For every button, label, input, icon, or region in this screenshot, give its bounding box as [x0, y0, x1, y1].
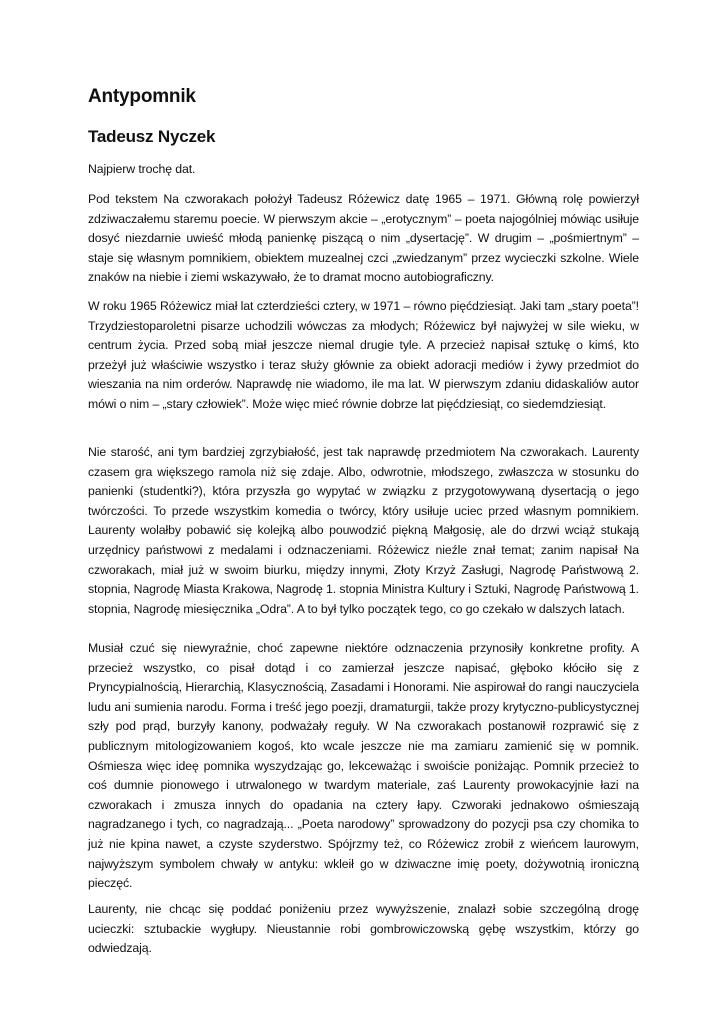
paragraph: W roku 1965 Różewicz miał lat czterdzieści cztery, w 1971 – równo pięćdziesiąt. Jaki tam „stary poeta”! Trzydziestoparoletni pisarze uchodzili wówczas za młodych; Różewicz był najwyżej w sile wieku, w centrum życia. Przed sobą miał jeszcze niemal drugie tyle. A przecież napisał sztukę o kimś, kto przeżył już właściwie wszystko i teraz służy głównie za obiekt adoracji mediów i żywy przedmiot do wieszania na nim orderów. Naprawdę nie wiadomo, ile ma lat. W pierwszym zdaniu didaskaliów autor mówi o nim – „stary człowiek”. Może więc mieć równie dobrze lat pięćdziesiąt, co siedemdziesiąt. [88, 299, 639, 411]
paragraph: Najpierw trochę dat. [88, 162, 196, 176]
document-author: Tadeusz Nyczek [88, 127, 216, 146]
paragraph: Musiał czuć się niewyraźnie, choć zapewne niektóre odznaczenia przynosiły konkretne profity. A przecież wszystko, co pisał dotąd i co zamierzał jeszcze napisać, głęboko kłóciło się z Pryncypialnością, Hierarchią, Klasycznością, Zasadami i Honorami. Nie aspirował do rangi nauczyciela ludu ani sumienia narodu. Forma i treść jego poezji, dramaturgii, także prozy krytyczno-publicystycznej szły pod prąd, burzyły kanony, podważały reguły. W Na czworakach postanowił rozprawić się z publicznym mitologizowaniem kogoś, kto wcale jeszcze nie ma zamiaru zamienić się w pomnik. Ośmiesza więc ideę pomnika wyszydzając go, lekceważąc i swoiście poniżając. Pomnik przecież to coś dumnie pionowego i utrwalonego w twardym materiale, zaś Laurenty prowokacyjnie łazi na czworakach i zmusza innych do opadania na cztery łapy. Czworaki jednakowo ośmieszają nagradzanego i tych, co nagradzają... „Poeta narodowy” sprowadzony do pozycji psa czy chomika to już nie kpina nawet, a czyste szyderstwo. Spójrzmy też, co Różewicz zrobił z wieńcem laurowym, najwyższym symbolem chwały w antyku: wkleił go w dziwaczne imię poety, dożywotnią ironiczną pieczęć. [88, 641, 639, 891]
paragraph: Nie starość, ani tym bardziej zgrzybiałość, jest tak naprawdę przedmiotem Na czworakach. Laurenty czasem gra większego ramola niż się zdaje. Albo, odwrotnie, młodszego, zwłaszcza w stosunku do panienki (studentki?), która przyszła go wypytać w związku z przygotowywaną dysertacją o jego twórczości. To przede wszystkim komedia o twórcy, który usiłuje uciec przed własnym pomnikiem. Laurenty wolałby pobawić się kolejką albo pouwodzić piękną Małgosię, ale do drzwi wciąż stukają urzędnicy państwowi z medalami i odznaczeniami. Różewicz nieźle znał temat; zanim napisał Na czworakach, miał już w swoim biurku, między innymi, Złoty Krzyż Zasługi, Nagrodę Państwową 2. stopnia, Nagrodę Miasta Krakowa, Nagrodę 1. stopnia Ministra Kultury i Sztuki, Nagrodę Państwową 1. stopnia, Nagrodę miesięcznika „Odra”. A to był tylko początek tego, co go czekało w dalszych latach. [88, 445, 639, 616]
paragraph: Pod tekstem Na czworakach położył Tadeusz Różewicz datę 1965 – 1971. Główną rolę powierzył zdziwaczałemu staremu poecie. W pierwszym akcie – „erotycznym” – poeta najogólniej mówiąc usiłuje dosyć niezdarnie uwieść młodą panienkę piszącą o nim „dysertację”. W drugim – „pośmiertnym” – staje się własnym pomnikiem, obiektem muzealnej czci „zwiedzanym” przez wycieczki szkolne. Wiele znaków na niebie i ziemi wskazywało, że to dramat mocno autobiograficzny. [88, 192, 639, 285]
paragraph: Laurenty, nie chcąc się poddać poniżeniu przez wywyższenie, znalazł sobie szczególną drogę ucieczki: sztubackie wygłupy. Nieustannie robi gombrowiczowską gębę wszystkim, którzy go odwiedzają. [88, 902, 639, 956]
document-title: Antypomnik [88, 86, 196, 107]
